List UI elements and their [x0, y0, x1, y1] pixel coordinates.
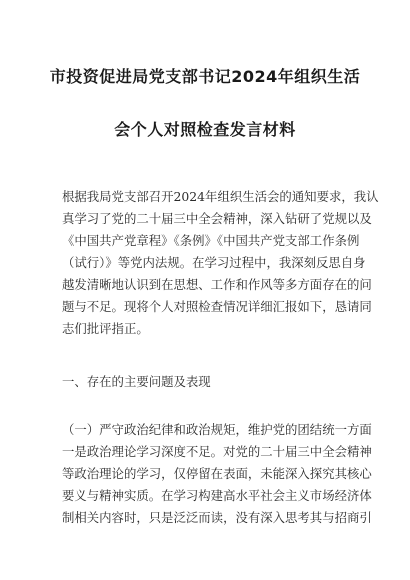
paragraph-line: （一）严守政治纪律和政治规矩，维护党的团结统一方面 [62, 422, 372, 437]
paragraph-line: （试行）》等党内法规。在学习过程中，我深刻反思自身 [62, 255, 366, 270]
paragraph-line: 要义与精神实质。在学习构建高水平社会主义市场经济体 [62, 488, 372, 503]
paragraph-line: 真学习了党的二十届三中全会精神，深入钻研了党规以及 [62, 211, 372, 226]
paragraph-line: 根据我局党支部召开2024年组织生活会的通知要求，我认 [62, 189, 379, 204]
paragraph-line: 《中国共产党章程》《条例》《中国共产党支部工作条例 [62, 233, 360, 248]
paragraph-line: 志们批评指正。 [62, 321, 149, 336]
intro-paragraph [62, 186, 379, 340]
document-title-line-1: 市投资促进局党支部书记2024年组织生活 [49, 67, 361, 86]
document-title-line-2: 会个人对照检查发言材料 [114, 120, 296, 139]
paragraph-line: 题与不足。现将个人对照检查情况详细汇报如下，恳请同 [62, 299, 372, 314]
paragraph-line: 等政治理论的学习，仅停留在表面，未能深入探究其核心 [62, 466, 372, 481]
paragraph-line: 一是政治理论学习深度不足。对党的二十届三中全会精神 [62, 444, 372, 459]
paragraph-line: 越发清晰地认识到在思想、工作和作风等多方面存在的问 [62, 277, 372, 292]
paragraph-line: 制相关内容时，只是泛泛而读，没有深入思考其与招商引 [62, 510, 372, 525]
section-heading: 一、存在的主要问题及表现 [62, 374, 211, 389]
problems-paragraph [62, 419, 372, 529]
